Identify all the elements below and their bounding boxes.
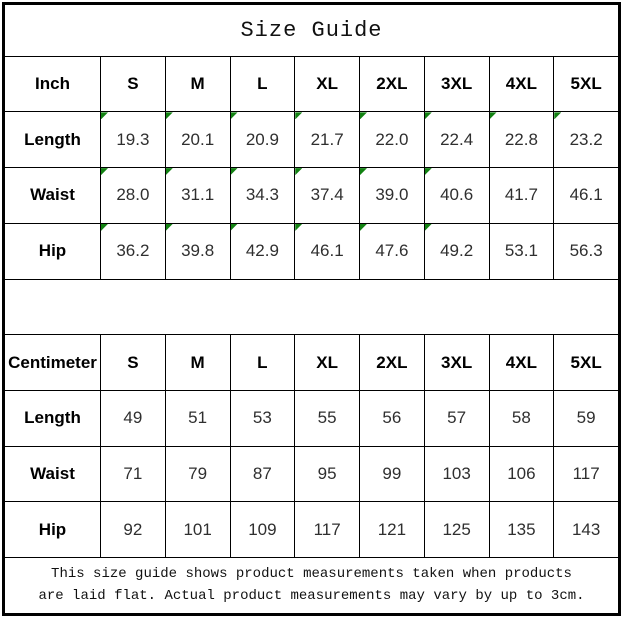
table-row-cm-hip [5, 502, 619, 558]
size-header: 4XL [489, 56, 554, 112]
value-cell: 39.8 [165, 223, 230, 279]
row-label: Hip [5, 223, 101, 279]
value-cell: 22.0 [360, 112, 425, 168]
value-cell: 19.3 [101, 112, 166, 168]
table-row-inch-waist [5, 168, 619, 224]
footer-note-line1: This size guide shows product measurements taken when products [51, 565, 572, 582]
value-cell: 106 [489, 446, 554, 502]
value-cell: 121 [360, 502, 425, 558]
table-row-inch-hip [5, 223, 619, 279]
size-guide-sheet [2, 2, 621, 616]
value-cell: 31.1 [165, 168, 230, 224]
value-cell: 28.0 [101, 168, 166, 224]
value-cell: 57 [424, 390, 489, 446]
size-header: 4XL [489, 335, 554, 391]
inch-header-row [5, 56, 619, 112]
value-cell: 49.2 [424, 223, 489, 279]
row-label: Hip [5, 502, 101, 558]
value-cell: 95 [295, 446, 360, 502]
value-cell: 53.1 [489, 223, 554, 279]
value-cell: 34.3 [230, 168, 295, 224]
table-row-cm-length [5, 390, 619, 446]
footer-row [5, 558, 619, 614]
value-cell: 46.1 [554, 168, 619, 224]
row-label: Waist [5, 446, 101, 502]
unit-header-inch: Inch [5, 56, 101, 112]
value-cell: 109 [230, 502, 295, 558]
value-cell: 40.6 [424, 168, 489, 224]
size-header: S [101, 335, 166, 391]
value-cell: 47.6 [360, 223, 425, 279]
size-header: XL [295, 335, 360, 391]
footer-note [5, 558, 619, 614]
size-header: L [230, 56, 295, 112]
value-cell: 20.1 [165, 112, 230, 168]
unit-header-centimeter: Centimeter [5, 335, 101, 391]
row-label: Length [5, 112, 101, 168]
value-cell: 55 [295, 390, 360, 446]
value-cell: 71 [101, 446, 166, 502]
value-cell: 46.1 [295, 223, 360, 279]
footer-note-line2: are laid flat. Actual product measurements may vary by up to 3cm. [38, 587, 585, 604]
value-cell: 42.9 [230, 223, 295, 279]
value-cell: 51 [165, 390, 230, 446]
table-row-cm-waist [5, 446, 619, 502]
value-cell: 101 [165, 502, 230, 558]
size-header: 2XL [360, 335, 425, 391]
value-cell: 22.8 [489, 112, 554, 168]
value-cell: 20.9 [230, 112, 295, 168]
page-title: Size Guide [5, 5, 619, 57]
value-cell: 79 [165, 446, 230, 502]
value-cell: 58 [489, 390, 554, 446]
size-header: 5XL [554, 56, 619, 112]
value-cell: 23.2 [554, 112, 619, 168]
value-cell: 22.4 [424, 112, 489, 168]
spacer-row [5, 279, 619, 335]
value-cell: 39.0 [360, 168, 425, 224]
size-guide-table [4, 4, 619, 614]
value-cell: 37.4 [295, 168, 360, 224]
cm-header-row [5, 335, 619, 391]
value-cell: 59 [554, 390, 619, 446]
value-cell: 56.3 [554, 223, 619, 279]
table-row-inch-length [5, 112, 619, 168]
spacer-cell [5, 279, 619, 335]
value-cell: 125 [424, 502, 489, 558]
value-cell: 135 [489, 502, 554, 558]
size-header: L [230, 335, 295, 391]
value-cell: 99 [360, 446, 425, 502]
size-header: S [101, 56, 166, 112]
size-header: M [165, 335, 230, 391]
value-cell: 49 [101, 390, 166, 446]
size-header: M [165, 56, 230, 112]
size-header: 2XL [360, 56, 425, 112]
value-cell: 41.7 [489, 168, 554, 224]
size-header: 3XL [424, 56, 489, 112]
value-cell: 53 [230, 390, 295, 446]
value-cell: 103 [424, 446, 489, 502]
row-label: Length [5, 390, 101, 446]
row-label: Waist [5, 168, 101, 224]
size-header: 5XL [554, 335, 619, 391]
value-cell: 56 [360, 390, 425, 446]
value-cell: 36.2 [101, 223, 166, 279]
title-row [5, 5, 619, 57]
value-cell: 87 [230, 446, 295, 502]
size-header: 3XL [424, 335, 489, 391]
value-cell: 92 [101, 502, 166, 558]
value-cell: 21.7 [295, 112, 360, 168]
value-cell: 143 [554, 502, 619, 558]
size-header: XL [295, 56, 360, 112]
value-cell: 117 [554, 446, 619, 502]
value-cell: 117 [295, 502, 360, 558]
